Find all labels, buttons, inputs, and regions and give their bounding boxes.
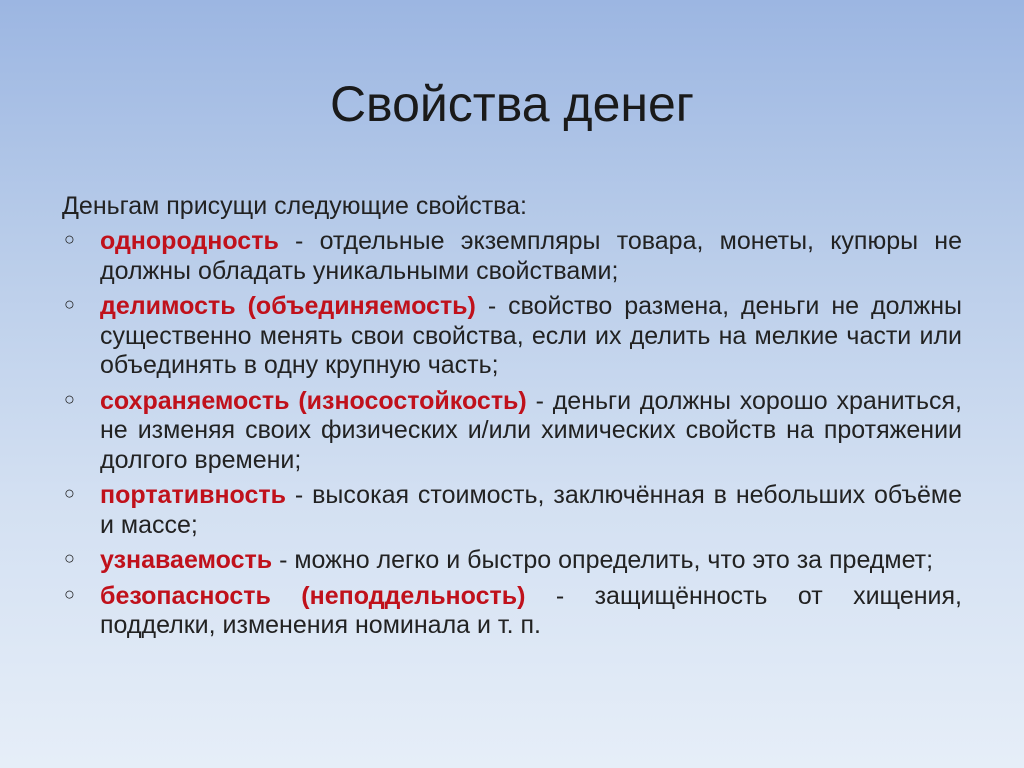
term-label: безопасность (неподдельность) [100,581,526,610]
list-item [62,387,962,476]
list-item [62,227,962,286]
term-label: сохраняемость (износостойкость) [100,386,527,415]
term-description: - отдельные экземпляры товара, монеты, купюры не должны обладать уникальными свойствами; [100,227,962,285]
term-label: портативность [100,481,286,509]
list-item [62,582,962,641]
bullet-circle-icon: ○ [64,388,75,409]
term-description: - деньги должны хорошо храниться, не изменяя своих физических и/или химических свойств на протяжении долгого времени; [100,386,963,474]
bullet-circle-icon: ○ [64,583,75,604]
term-label: однородность [100,227,279,255]
properties-list [62,227,962,647]
bullet-circle-icon: ○ [64,548,75,568]
term-description: - защищённость от хищения, подделки, изменения номинала и т. п. [100,581,962,639]
bullet-circle-icon: ○ [64,229,75,249]
intro-text: Деньгам присущи следующие свойства: [62,192,527,220]
term-description: - можно легко и быстро определить, что это за предмет; [272,546,934,574]
term-description: - высокая стоимость, заключённая в небольших объёме и массе; [100,481,962,539]
term-label: узнаваемость [100,546,273,574]
term-label: делимость (объединяемость) [100,292,476,320]
list-item [62,292,962,381]
list-item [62,546,962,576]
term-description: - свойство размена, деньги не должны существенно менять свои свойства, если их делить на мелкие части или объединять в одну крупную часть; [100,292,963,379]
list-item [62,481,962,540]
bullet-circle-icon: ○ [64,294,75,314]
slide-title: Свойства денег [329,76,695,132]
bullet-circle-icon: ○ [64,483,75,503]
